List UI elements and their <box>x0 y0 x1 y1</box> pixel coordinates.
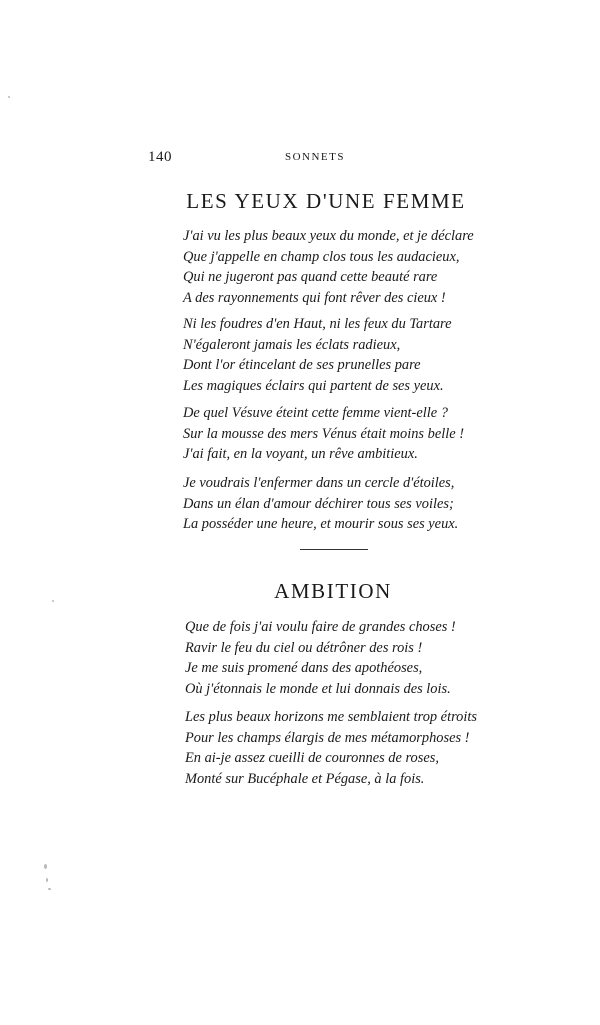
stanza-2 <box>185 707 477 789</box>
verse-line: A des rayonnements qui font rêver des cieux ! <box>183 289 446 306</box>
verse-line: Ravir le feu du ciel ou détrôner des rois ! <box>185 639 423 656</box>
page-number: 140 <box>148 149 172 165</box>
paper-speck <box>48 888 51 890</box>
verse-line: En ai-je assez cueilli de couronnes de roses, <box>185 750 439 767</box>
verse-line: Je me suis promené dans des apothéoses, <box>185 660 423 677</box>
verse-line: Ni les foudres d'en Haut, ni les feux du Tartare <box>183 316 452 332</box>
running-head: SONNETS <box>284 151 345 163</box>
section-divider <box>300 549 368 550</box>
stanza-1 <box>185 617 456 699</box>
stanza-1 <box>183 226 474 308</box>
stanza-4 <box>183 473 458 535</box>
verse-line: Dans un élan d'amour déchirer tous ses voiles; <box>183 495 454 512</box>
poem-title-les-yeux-d-une-femme: LES YEUX D'UNE FEMME <box>186 189 466 213</box>
verse-line: Pour les champs élargis de mes métamorphoses ! <box>185 729 470 746</box>
paper-speck <box>8 96 10 98</box>
verse-line: Sur la mousse des mers Vénus était moins belle ! <box>183 425 464 442</box>
verse-line: N'égaleront jamais les éclats radieux, <box>183 336 401 353</box>
verse-line: Que j'appelle en champ clos tous les audacieux, <box>183 248 460 265</box>
verse-line: Qui ne jugeront pas quand cette beauté rare <box>183 269 438 286</box>
paper-speck <box>44 864 47 869</box>
verse-line: J'ai fait, en la voyant, un rêve ambitieux. <box>183 446 418 463</box>
paper-speck <box>52 600 54 602</box>
verse-line: Où j'étonnais le monde et lui donnais des lois. <box>185 680 451 697</box>
verse-line: Monté sur Bucéphale et Pégase, à la fois. <box>185 770 425 787</box>
poem-title-ambition: AMBITION <box>274 579 392 603</box>
stanza-2 <box>183 314 452 396</box>
verse-line: Les plus beaux horizons me semblaient trop étroits <box>185 709 477 725</box>
verse-line: Les magiques éclairs qui partent de ses yeux. <box>183 377 444 394</box>
verse-line: Je voudrais l'enfermer dans un cercle d'étoiles, <box>183 475 455 491</box>
verse-line: Que de fois j'ai voulu faire de grandes choses ! <box>185 619 456 635</box>
verse-line: La posséder une heure, et mourir sous ses yeux. <box>183 516 459 533</box>
verse-line: De quel Vésuve éteint cette femme vient-elle ? <box>183 405 448 421</box>
verse-line: Dont l'or étincelant de ses prunelles pare <box>183 357 421 374</box>
verse-line: J'ai vu les plus beaux yeux du monde, et je déclare <box>183 228 474 244</box>
stanza-3 <box>183 403 464 465</box>
paper-speck <box>46 878 48 882</box>
